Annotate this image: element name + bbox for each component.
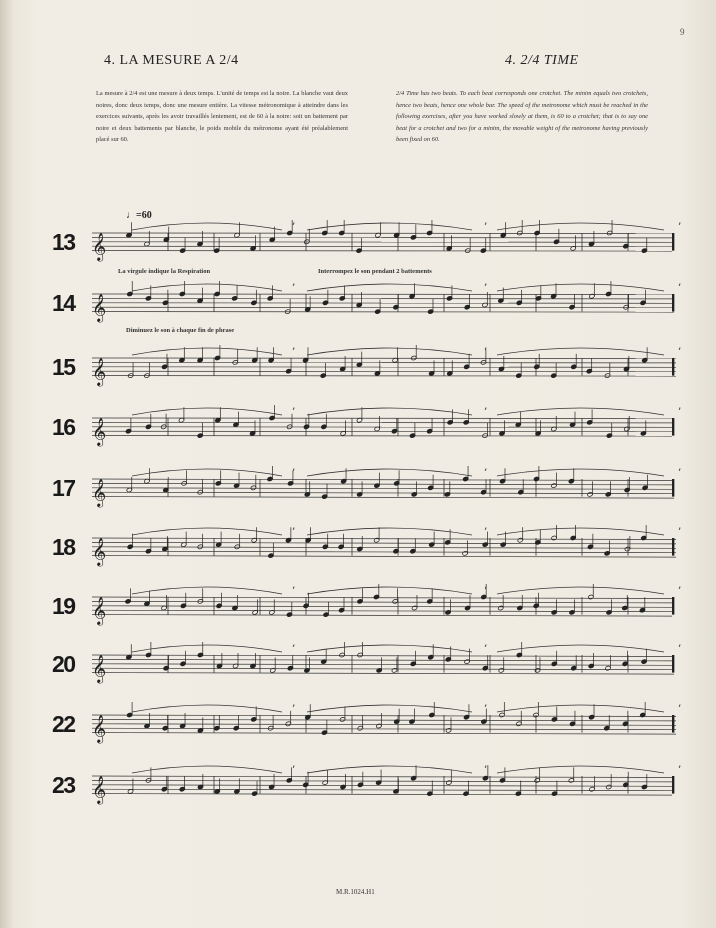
breath-mark-icon: ’ <box>484 765 488 776</box>
footer-catalog-number: M.R.1024.H1 <box>336 888 375 896</box>
phrase-slur <box>307 587 472 594</box>
staff-line <box>92 422 672 423</box>
phrase-slur <box>497 469 664 476</box>
staff-line <box>92 483 674 485</box>
breath-mark-icon: ’ <box>484 586 488 597</box>
staff-line <box>92 794 672 796</box>
breath-mark-icon: ’ <box>292 765 296 776</box>
exercise-number: 14 <box>52 290 75 316</box>
intro-text-french: La mesure à 2/4 est une mesure à deux temps. L'unité de temps est la noire. La blanche vaut deux noires, donc deux temps, donc une mesure entière. La vitesse métronomique à atteindre dans les exercices suivants, après les avoir travaillés lentement, est de 60 à la noire: soit un battement par noire et deux battements par blanche, le poids mobile du métronome ayant été préalablement placé sur 60. <box>96 90 348 144</box>
phrase-slur <box>307 408 472 415</box>
breath-mark-icon: ’ <box>484 468 488 479</box>
staff-line <box>92 362 676 363</box>
title-french: 4. LA MESURE A 2/4 <box>104 53 239 68</box>
treble-clef-icon: 𝄞 <box>92 417 107 446</box>
phrase-slur <box>497 408 664 415</box>
staff-line <box>92 715 676 717</box>
phrase-slur <box>132 587 282 594</box>
breath-mark-icon: ’ <box>484 527 488 538</box>
phrase-slur <box>497 348 664 355</box>
treble-clef-icon: 𝄞 <box>92 714 107 743</box>
page-number: 9 <box>680 27 685 37</box>
breath-mark-icon: ’ <box>678 468 682 479</box>
tempo-marking: ♩=60 <box>126 210 152 221</box>
staff-line <box>92 785 672 787</box>
breath-mark-icon: ’ <box>292 586 296 597</box>
staff-line <box>92 418 672 419</box>
breath-mark-icon: ’ <box>484 283 488 294</box>
phrase-slur <box>497 528 664 535</box>
staff-line <box>92 251 672 252</box>
breath-mark-icon: ’ <box>292 222 296 233</box>
breath-mark-icon: ’ <box>292 347 296 358</box>
staff-line <box>92 542 676 544</box>
phrase-slur <box>307 766 472 773</box>
exercise-number: 13 <box>52 229 75 255</box>
exercise-number: 16 <box>52 414 75 440</box>
staff-line <box>92 780 672 782</box>
phrase-slur <box>307 223 472 230</box>
staff-line <box>92 431 672 432</box>
phrase-slur <box>497 705 664 712</box>
breath-mark-icon: ’ <box>678 586 682 597</box>
staff-line <box>92 479 674 481</box>
staff-line <box>92 673 674 675</box>
treble-clef-icon: 𝄞 <box>92 478 107 507</box>
title-english: 4. 2/4 TIME <box>505 53 579 68</box>
staff-line <box>92 497 674 499</box>
staff-line <box>92 615 672 617</box>
staff-line <box>92 307 674 308</box>
breath-mark-icon: ’ <box>292 644 296 655</box>
phrase-slur <box>132 408 282 415</box>
staff-line <box>92 551 676 553</box>
phrase-slur <box>132 223 282 230</box>
phrase-slur <box>307 348 472 355</box>
phrase-slur <box>497 587 664 594</box>
phrase-slur <box>497 284 664 291</box>
treble-clef-icon: 𝄞 <box>92 293 107 322</box>
staff-line <box>92 436 672 437</box>
staff-line <box>92 237 672 238</box>
staff-line <box>92 724 676 726</box>
staff-line <box>92 233 672 234</box>
exercise-number: 15 <box>52 354 75 380</box>
phrase-slur <box>307 284 472 291</box>
exercise-number: 23 <box>52 772 75 798</box>
staff-line <box>92 601 672 603</box>
staff-line <box>92 597 672 599</box>
breath-mark-icon: ’ <box>678 222 682 233</box>
staff-line <box>92 376 676 377</box>
phrase-slur <box>132 766 282 773</box>
intro-text-english: 2/4 Time has two beats. To each beat corresponds one crotchet. The minim equals two crotchets, hence two beats, hence one whole bar. The speed of the metronome which must be reached in the following exercises, after you have worked slowly at them, is 60 to a crotchet; that is to say one beat for a crotchet and two for a minim, the movable weight of the metronome having previously been fixed on 60. <box>396 90 648 144</box>
phrase-slur <box>132 348 282 355</box>
treble-clef-icon: 𝄞 <box>92 596 107 625</box>
breath-mark-icon: ’ <box>484 347 488 358</box>
breath-mark-icon: ’ <box>678 407 682 418</box>
breath-mark-icon: ’ <box>678 704 682 715</box>
breath-mark-icon: ’ <box>484 222 488 233</box>
exercise-number: 19 <box>52 593 75 619</box>
staff-line <box>92 488 674 490</box>
annotation-breath: La virgule indique la Respiration <box>118 268 211 275</box>
staff-line <box>92 246 672 247</box>
staff-line <box>92 668 674 670</box>
staff-line <box>92 789 672 791</box>
annotation-interrupt: Interrompez le son pendant 2 battements <box>318 268 432 275</box>
exercise-number: 22 <box>52 711 75 737</box>
phrase-slur <box>132 528 282 535</box>
breath-mark-icon: ’ <box>678 527 682 538</box>
treble-clef-icon: 𝄞 <box>92 357 107 386</box>
phrase-slur <box>307 528 472 535</box>
breath-mark-icon: ’ <box>484 407 488 418</box>
breath-mark-icon: ’ <box>292 283 296 294</box>
phrase-slur <box>307 469 472 476</box>
treble-clef-icon: 𝄞 <box>92 654 107 683</box>
phrase-slur <box>132 645 282 652</box>
staff-line <box>92 664 674 666</box>
breath-mark-icon: ’ <box>678 347 682 358</box>
breath-mark-icon: ’ <box>292 704 296 715</box>
treble-clef-icon: 𝄞 <box>92 537 107 566</box>
phrase-slur <box>307 705 472 712</box>
staff-line <box>92 733 676 735</box>
breath-mark-icon: ’ <box>678 283 682 294</box>
staff-line <box>92 728 676 730</box>
staff-line <box>92 298 674 299</box>
breath-mark-icon: ’ <box>484 644 488 655</box>
breath-mark-icon: ’ <box>484 704 488 715</box>
phrase-slur <box>132 284 282 291</box>
phrase-slur <box>307 645 472 652</box>
breath-mark-icon: ’ <box>292 407 296 418</box>
staff-line <box>92 358 676 359</box>
breath-mark-icon: ’ <box>678 644 682 655</box>
staff-line <box>92 610 672 612</box>
staff-line <box>92 719 676 721</box>
phrase-slur <box>132 469 282 476</box>
staff-line <box>92 303 674 304</box>
breath-mark-icon: ’ <box>292 468 296 479</box>
staff-line <box>92 492 674 494</box>
phrase-slur <box>132 705 282 712</box>
staff-line <box>92 427 672 428</box>
staff-line <box>92 659 674 661</box>
phrase-slur <box>497 766 664 773</box>
staff-line <box>92 776 672 778</box>
treble-clef-icon: 𝄞 <box>92 232 107 261</box>
breath-mark-icon: ’ <box>678 765 682 776</box>
exercise-number: 17 <box>52 475 75 501</box>
breath-mark-icon: ’ <box>292 527 296 538</box>
exercise-number: 18 <box>52 534 75 560</box>
staff-line <box>92 538 676 540</box>
staff-line <box>92 655 674 657</box>
exercise-number: 20 <box>52 651 75 677</box>
staff-line <box>92 312 674 313</box>
staff-line <box>92 556 676 558</box>
annotation-diminish: Diminuez le son à chaque fin de phrase <box>126 327 235 334</box>
treble-clef-icon: 𝄞 <box>92 775 107 804</box>
staff-line <box>92 606 672 608</box>
staff-line <box>92 367 676 368</box>
staff-line <box>92 242 672 243</box>
